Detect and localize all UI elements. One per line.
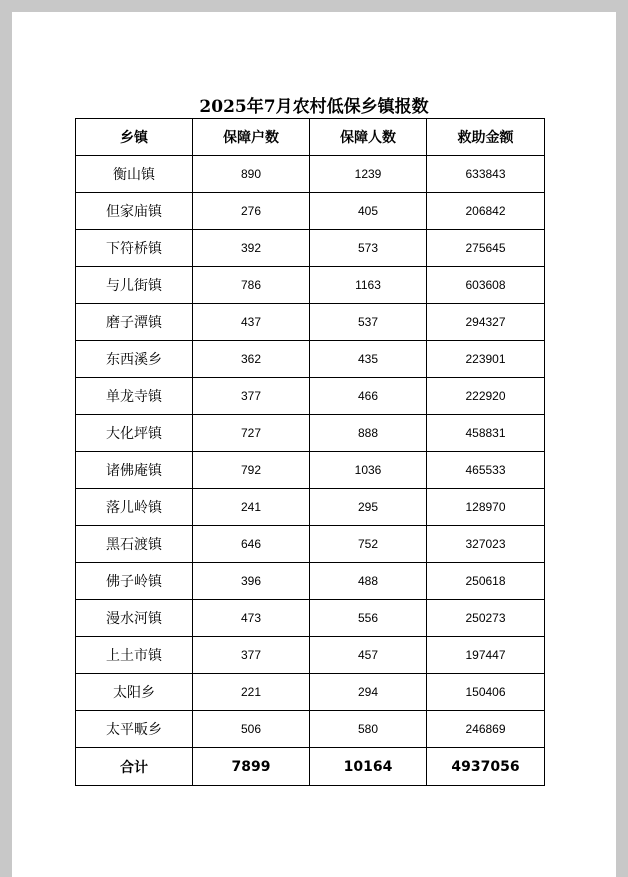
cell-persons: 580 (310, 711, 427, 748)
cell-township: 但家庙镇 (76, 193, 193, 230)
table-row (76, 230, 545, 267)
header-amount: 救助金额 (427, 119, 545, 156)
table-row (76, 378, 545, 415)
cell-households: 792 (193, 452, 310, 489)
header-township: 乡镇 (76, 119, 193, 156)
cell-persons: 1163 (310, 267, 427, 304)
table-row (76, 637, 545, 674)
cell-amount: 465533 (427, 452, 545, 489)
cell-township: 单龙寺镇 (76, 378, 193, 415)
cell-amount: 275645 (427, 230, 545, 267)
cell-amount: 250618 (427, 563, 545, 600)
cell-persons: 1239 (310, 156, 427, 193)
cell-persons: 488 (310, 563, 427, 600)
cell-amount: 327023 (427, 526, 545, 563)
table-row (76, 711, 545, 748)
cell-amount: 197447 (427, 637, 545, 674)
table-row (76, 600, 545, 637)
cell-township: 黑石渡镇 (76, 526, 193, 563)
cell-households: 437 (193, 304, 310, 341)
cell-households: 276 (193, 193, 310, 230)
cell-households: 506 (193, 711, 310, 748)
cell-amount: 246869 (427, 711, 545, 748)
table-row (76, 674, 545, 711)
table-body (76, 156, 545, 748)
cell-amount: 223901 (427, 341, 545, 378)
cell-households: 646 (193, 526, 310, 563)
document-page (12, 12, 616, 877)
cell-households: 221 (193, 674, 310, 711)
cell-amount: 128970 (427, 489, 545, 526)
cell-households: 241 (193, 489, 310, 526)
total-persons: 10164 (310, 748, 427, 786)
cell-persons: 888 (310, 415, 427, 452)
cell-township: 东西溪乡 (76, 341, 193, 378)
table-row (76, 156, 545, 193)
cell-township: 太平畈乡 (76, 711, 193, 748)
cell-households: 473 (193, 600, 310, 637)
total-amount: 4937056 (427, 748, 545, 786)
cell-township: 诸佛庵镇 (76, 452, 193, 489)
cell-households: 786 (193, 267, 310, 304)
cell-persons: 405 (310, 193, 427, 230)
cell-persons: 1036 (310, 452, 427, 489)
total-row (76, 748, 545, 786)
cell-amount: 633843 (427, 156, 545, 193)
table-row (76, 452, 545, 489)
cell-persons: 752 (310, 526, 427, 563)
cell-persons: 537 (310, 304, 427, 341)
cell-amount: 250273 (427, 600, 545, 637)
page-title: 2025年7月农村低保乡镇报数 (199, 97, 429, 117)
cell-households: 890 (193, 156, 310, 193)
cell-households: 377 (193, 378, 310, 415)
cell-amount: 458831 (427, 415, 545, 452)
header-persons: 保障人数 (310, 119, 427, 156)
table-row (76, 563, 545, 600)
cell-township: 上土市镇 (76, 637, 193, 674)
table-row (76, 193, 545, 230)
cell-township: 大化坪镇 (76, 415, 193, 452)
cell-households: 396 (193, 563, 310, 600)
header-households: 保障户数 (193, 119, 310, 156)
table-row (76, 526, 545, 563)
cell-households: 362 (193, 341, 310, 378)
cell-amount: 294327 (427, 304, 545, 341)
cell-township: 磨子潭镇 (76, 304, 193, 341)
cell-persons: 457 (310, 637, 427, 674)
cell-amount: 603608 (427, 267, 545, 304)
cell-households: 727 (193, 415, 310, 452)
cell-township: 漫水河镇 (76, 600, 193, 637)
cell-township: 佛子岭镇 (76, 563, 193, 600)
table-row (76, 267, 545, 304)
cell-persons: 435 (310, 341, 427, 378)
table-row (76, 489, 545, 526)
cell-township: 落儿岭镇 (76, 489, 193, 526)
cell-persons: 295 (310, 489, 427, 526)
cell-township: 与儿街镇 (76, 267, 193, 304)
cell-persons: 466 (310, 378, 427, 415)
data-table (75, 118, 545, 786)
cell-township: 太阳乡 (76, 674, 193, 711)
cell-amount: 206842 (427, 193, 545, 230)
cell-township: 下符桥镇 (76, 230, 193, 267)
table-header-row (76, 119, 545, 156)
table-row (76, 304, 545, 341)
cell-township: 衡山镇 (76, 156, 193, 193)
table-row (76, 341, 545, 378)
total-label: 合计 (76, 748, 193, 786)
table-row (76, 415, 545, 452)
cell-persons: 573 (310, 230, 427, 267)
cell-amount: 150406 (427, 674, 545, 711)
cell-amount: 222920 (427, 378, 545, 415)
cell-households: 377 (193, 637, 310, 674)
cell-persons: 556 (310, 600, 427, 637)
total-households: 7899 (193, 748, 310, 786)
cell-persons: 294 (310, 674, 427, 711)
cell-households: 392 (193, 230, 310, 267)
